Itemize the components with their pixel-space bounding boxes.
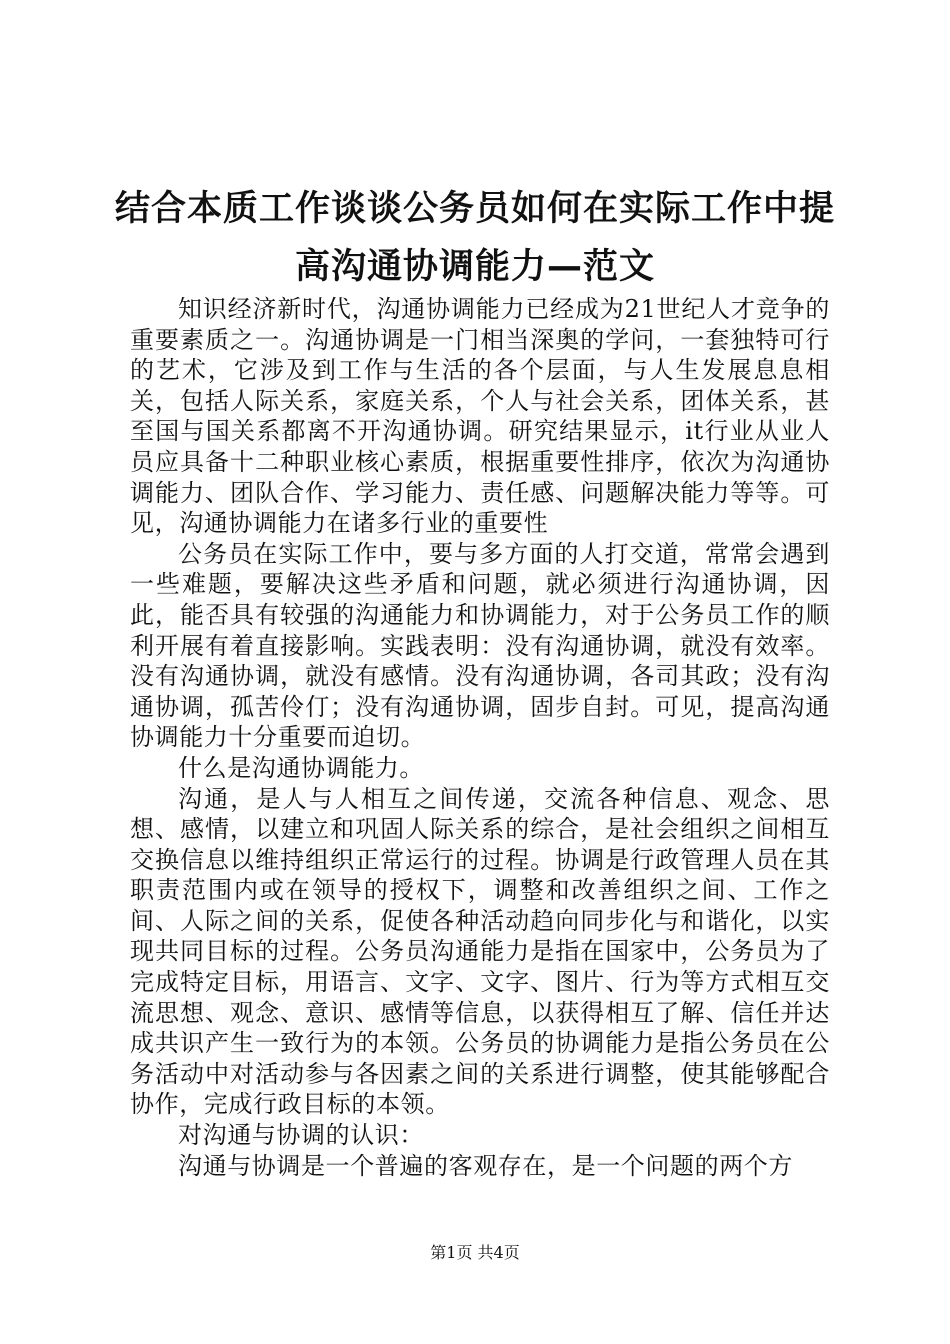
document-body	[130, 294, 830, 1181]
paragraph-3: 什么是沟通协调能力。	[178, 753, 424, 782]
paragraph-5: 对沟通与协调的认识：	[178, 1121, 424, 1150]
paragraph-2: 公务员在实际工作中，要与多方面的人打交道，常常会遇到一些难题，要解决这些矛盾和问题，就必须进行沟通协调，因此，能否具有较强的沟通能力和协调能力，对于公务员工作的顺利开展有着直接影响。实践表明：没有沟通协调，就没有效率。没有沟通协调，就没有感情。没有沟通协调，各司其政；没有沟通协调，孤苦伶仃；没有沟通协调，固步自封。可见，提高沟通协调能力十分重要而迫切。	[130, 539, 830, 752]
page-footer	[0, 1242, 950, 1264]
paragraph-4: 沟通，是人与人相互之间传递，交流各种信息、观念、思想、感情，以建立和巩固人际关系的综合，是社会组织之间相互交换信息以维持组织正常运行的过程。协调是行政管理人员在其职责范围内或在领导的授权下，调整和改善组织之间、工作之间、人际之间的关系，促使各种活动趋向同步化与和谐化，以实现共同目标的过程。公务员沟通能力是指在国家中，公务员为了完成特定目标，用语言、文字、文字、图片、行为等方式相互交流思想、观念、意识、感情等信息，以获得相互了解、信任并达成共识产生一致行为的本领。公务员的协调能力是指公务员在公务活动中对活动参与各因素之间的关系进行调整，使其能够配合协作，完成行政目标的本领。	[130, 784, 830, 1119]
page-number: 第1页 共4页	[430, 1243, 520, 1262]
paragraph-6: 沟通与协调是一个普遍的客观存在，是一个问题的两个方	[178, 1151, 793, 1180]
paragraph-1: 知识经济新时代，沟通协调能力已经成为21世纪人才竞争的重要素质之一。沟通协调是一门相当深奥的学问，一套独特可行的艺术，它涉及到工作与生活的各个层面，与人生发展息息相关，包括人际关系，家庭关系，个人与社会关系，团体关系，甚至国与国关系都离不开沟通协调。研究结果显示，it行业从业人员应具备十二种职业核心素质，根据重要性排序，依次为沟通协调能力、团队合作、学习能力、责任感、问题解决能力等等。可见，沟通协调能力在诸多行业的重要性	[130, 295, 830, 538]
title-line-2: 高沟通协调能力—范文	[294, 247, 655, 287]
title-line-1: 结合本质工作谈谈公务员如何在实际工作中提	[114, 189, 835, 229]
document-title	[110, 180, 840, 296]
